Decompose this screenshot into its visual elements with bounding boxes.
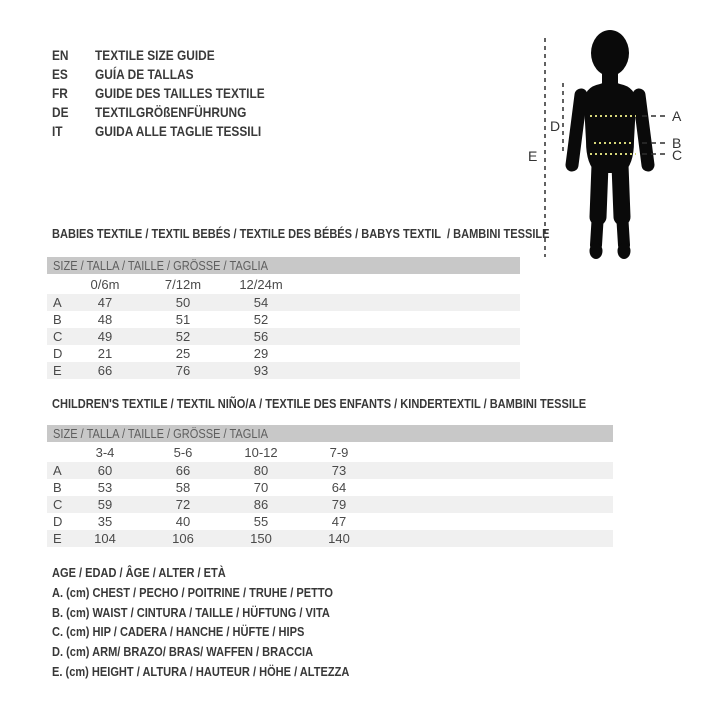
- table-row: [47, 496, 613, 513]
- legend-age-line: AGE / EDAD / ÂGE / ALTER / ETÀ: [52, 565, 226, 580]
- cell-value: 80: [253, 463, 269, 478]
- label-c: C: [672, 147, 683, 163]
- column-header: 3-4: [95, 445, 115, 460]
- children-heading: CHILDREN'S TEXTILE / TEXTIL NIÑO/A / TEXTILE DES ENFANTS / KINDERTEXTIL / BAMBINI TESSILE: [52, 396, 587, 411]
- cell-value: 47: [97, 295, 113, 310]
- cell-value: 25: [175, 346, 191, 361]
- table-row: [47, 345, 520, 362]
- cell-value: 48: [97, 312, 113, 327]
- language-title: GUIDA ALLE TAGLIE TESSILI: [95, 123, 262, 139]
- label-e: E: [528, 148, 538, 164]
- column-header: 10-12: [244, 445, 278, 460]
- cell-value: 64: [331, 480, 347, 495]
- cell-value: 70: [253, 480, 269, 495]
- legend-item-a: A. (cm) CHEST / PECHO / POITRINE / TRUHE / PETTO: [52, 584, 333, 600]
- language-list: [52, 46, 295, 141]
- cell-value: 76: [175, 363, 191, 378]
- cell-value: 47: [331, 514, 347, 529]
- language-code: EN: [52, 47, 69, 63]
- left-foot: [590, 243, 603, 259]
- cell-value: 50: [175, 295, 191, 310]
- table-row: [47, 513, 613, 530]
- cell-value: 35: [97, 514, 113, 529]
- column-header: 7/12m: [164, 277, 202, 292]
- language-row-fr: [52, 84, 295, 103]
- cell-value: 140: [328, 531, 350, 546]
- babies-size-bar: SIZE / TALLA / TAILLE / GRÖSSE / TAGLIA: [47, 257, 520, 274]
- label-b: B: [672, 135, 682, 151]
- cell-value: 51: [175, 312, 191, 327]
- measurement-legend: [52, 563, 402, 682]
- cell-value: 60: [97, 463, 113, 478]
- column-header: 5-6: [173, 445, 193, 460]
- row-label: E: [53, 363, 62, 378]
- children-columns-row: [47, 442, 613, 462]
- label-a: A: [672, 108, 682, 124]
- babies-columns-row: [47, 274, 520, 294]
- cell-value: 53: [97, 480, 113, 495]
- language-title: TEXTILGRÖßENFÜHRUNG: [95, 104, 247, 120]
- language-row-es: [52, 65, 295, 84]
- language-title: GUÍA DE TALLAS: [95, 66, 194, 82]
- table-row: [47, 328, 520, 345]
- cell-value: 79: [331, 497, 347, 512]
- cell-value: 49: [97, 329, 113, 344]
- row-label: D: [53, 514, 63, 529]
- language-title: GUIDE DES TAILLES TEXTILE: [95, 85, 265, 101]
- language-row-en: [52, 46, 295, 65]
- babies-heading: BABIES TEXTILE / TEXTIL BEBÉS / TEXTILE DES BÉBÉS / BABYS TEXTIL / BAMBINI TESSILE: [52, 226, 550, 241]
- cell-value: 55: [253, 514, 269, 529]
- row-label: C: [53, 329, 63, 344]
- legend-item-e: E. (cm) HEIGHT / ALTURA / HAUTEUR / HÖHE / ALTEZZA: [52, 663, 350, 679]
- table-row: [47, 462, 613, 479]
- row-label: E: [53, 531, 62, 546]
- language-code: IT: [52, 123, 63, 139]
- column-header: 7-9: [329, 445, 349, 460]
- cell-value: 66: [175, 463, 191, 478]
- row-label: A: [53, 463, 62, 478]
- right-foot: [618, 243, 631, 259]
- column-header: 12/24m: [239, 277, 283, 292]
- left-arm: [572, 95, 581, 165]
- row-label: B: [53, 312, 62, 327]
- cell-value: 72: [175, 497, 191, 512]
- legend-item-d: D. (cm) ARM/ BRAZO/ BRAS/ WAFFEN / BRACCIA: [52, 644, 314, 660]
- language-title: TEXTILE SIZE GUIDE: [95, 47, 215, 63]
- cell-value: 54: [253, 295, 269, 310]
- language-code: FR: [52, 85, 68, 101]
- table-row: [47, 362, 520, 379]
- cell-value: 40: [175, 514, 191, 529]
- table-row: [47, 479, 613, 496]
- column-header: 0/6m: [90, 277, 120, 292]
- children-table: [47, 425, 613, 547]
- legend-item-c: C. (cm) HIP / CADERA / HANCHE / HÜFTE / HIPS: [52, 624, 305, 640]
- cell-value: 52: [175, 329, 191, 344]
- children-size-bar: SIZE / TALLA / TAILLE / GRÖSSE / TAGLIA: [47, 425, 613, 442]
- row-label: B: [53, 480, 62, 495]
- row-label: A: [53, 295, 62, 310]
- language-row-de: [52, 103, 295, 122]
- cell-value: 56: [253, 329, 269, 344]
- cell-value: 150: [250, 531, 272, 546]
- child-silhouette: [572, 30, 648, 259]
- babies-table: [47, 257, 520, 379]
- empty-cell: [47, 444, 66, 462]
- empty-cell: [47, 276, 66, 294]
- row-label: D: [53, 346, 63, 361]
- table-row: [47, 530, 613, 547]
- cell-value: 93: [253, 363, 269, 378]
- language-row-it: [52, 122, 295, 141]
- cell-value: 106: [172, 531, 194, 546]
- cell-value: 73: [331, 463, 347, 478]
- cell-value: 52: [253, 312, 269, 327]
- legend-item-b: B. (cm) WAIST / CINTURA / TAILLE / HÜFTUNG / VITA: [52, 604, 330, 620]
- cell-value: 21: [97, 346, 113, 361]
- cell-value: 59: [97, 497, 113, 512]
- cell-value: 58: [175, 480, 191, 495]
- cell-value: 66: [97, 363, 113, 378]
- language-code: DE: [52, 104, 69, 120]
- language-code: ES: [52, 66, 68, 82]
- cell-value: 29: [253, 346, 269, 361]
- child-measurement-figure: [520, 15, 715, 260]
- label-d: D: [550, 118, 561, 134]
- row-label: C: [53, 497, 63, 512]
- cell-value: 86: [253, 497, 269, 512]
- cell-value: 104: [94, 531, 116, 546]
- table-row: [47, 294, 520, 311]
- table-row: [47, 311, 520, 328]
